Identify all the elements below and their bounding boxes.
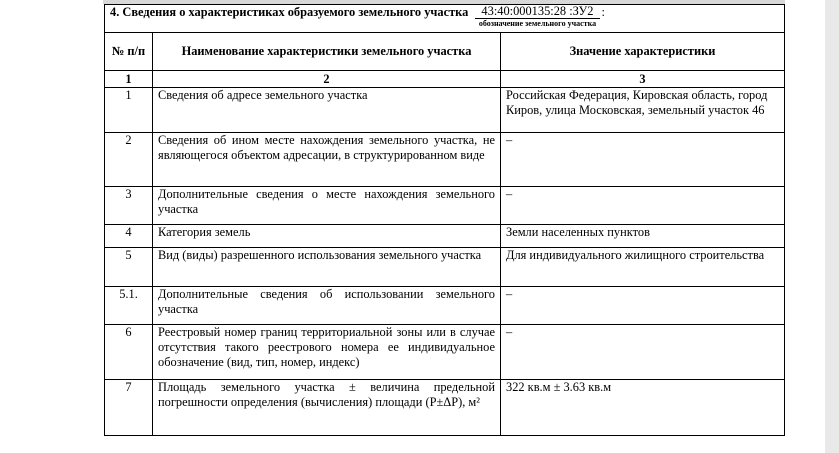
table-row [105, 133, 785, 187]
row-value: – [501, 325, 785, 380]
column-number-3: 3 [501, 71, 785, 88]
row-name: Площадь земельного участка ± величина предельной погрешности определения (вычисления) площади (P±ΔP), м² [153, 380, 501, 436]
row-value: – [501, 133, 785, 187]
cadastral-number: 43:40:000135:28 :ЗУ2 [475, 5, 599, 19]
cadastral-designation [475, 5, 599, 28]
section-title-row [105, 5, 785, 33]
row-value: 322 кв.м ± 3.63 кв.м [501, 380, 785, 436]
row-number: 5 [105, 248, 153, 287]
land-plot-characteristics-table [104, 4, 785, 436]
section-title-cell [105, 5, 785, 33]
column-number-2: 2 [153, 71, 501, 88]
row-number: 3 [105, 187, 153, 225]
row-value: – [501, 287, 785, 325]
row-value: Земли населенных пунктов [501, 225, 785, 248]
table-row [105, 225, 785, 248]
header-value: Значение характеристики [501, 33, 785, 71]
table-row [105, 325, 785, 380]
row-name: Сведения об адресе земельного участка [153, 88, 501, 133]
row-name: Дополнительные сведения о месте нахождения земельного участка [153, 187, 501, 225]
table-row [105, 248, 785, 287]
row-value: – [501, 187, 785, 225]
cadastral-colon: : [601, 5, 605, 19]
header-row [105, 33, 785, 71]
row-name: Сведения об ином месте нахождения земельного участка, не являющегося объектом адресации, в структурированном виде [153, 133, 501, 187]
row-name: Реестровый номер границ территориальной зоны или в случае отсутствия такого реестрового номера ее индивидуальное обозначение (вид, тип, номер, индекс) [153, 325, 501, 380]
section-title: 4. Сведения о характеристиках образуемого земельного участка [110, 5, 469, 19]
row-name: Вид (виды) разрешенного использования земельного участка [153, 248, 501, 287]
row-number: 7 [105, 380, 153, 436]
table-row [105, 88, 785, 133]
header-name: Наименование характеристики земельного участка [153, 33, 501, 71]
row-value: Российская Федерация, Кировская область, город Киров, улица Московская, земельный участок 46 [501, 88, 785, 133]
row-number: 2 [105, 133, 153, 187]
table-row [105, 380, 785, 436]
row-name: Дополнительные сведения об использовании земельного участка [153, 287, 501, 325]
column-number-1: 1 [105, 71, 153, 88]
column-number-row [105, 71, 785, 88]
row-number: 6 [105, 325, 153, 380]
cadastral-caption: обозначение земельного участка [478, 19, 597, 28]
row-number: 4 [105, 225, 153, 248]
header-num: № п/п [105, 33, 153, 71]
table-row [105, 287, 785, 325]
row-number: 5.1. [105, 287, 153, 325]
row-number: 1 [105, 88, 153, 133]
row-value: Для индивидуального жилищного строительства [501, 248, 785, 287]
scrollbar-track[interactable] [825, 0, 839, 453]
row-name: Категория земель [153, 225, 501, 248]
table-row [105, 187, 785, 225]
